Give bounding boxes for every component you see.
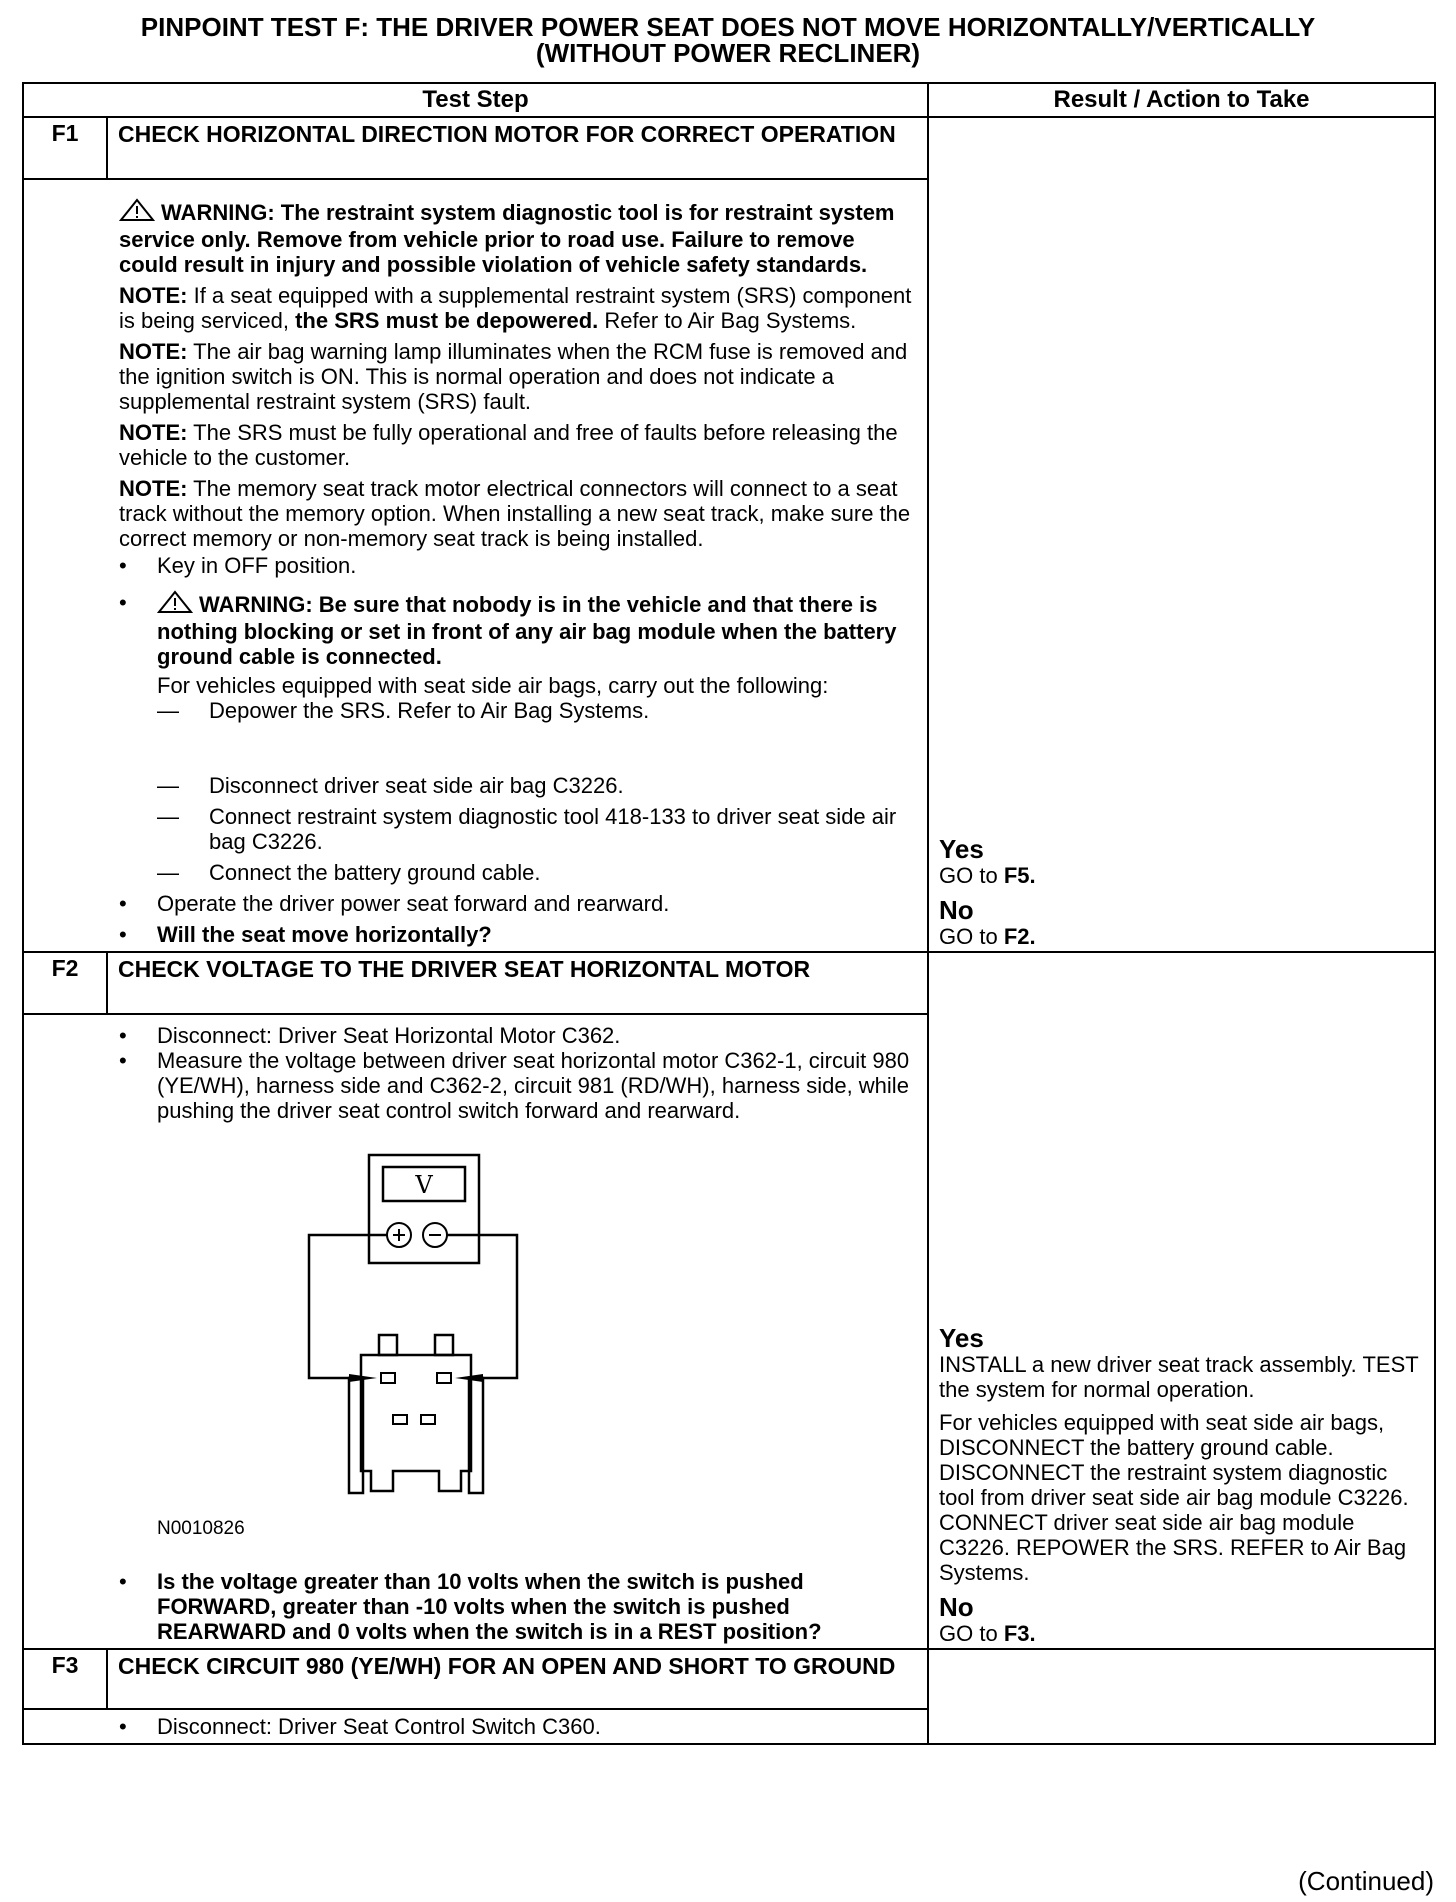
step-f3-header-row: [23, 1649, 1435, 1709]
page-title: [0, 14, 1456, 66]
step-f2-id: F2: [23, 952, 107, 1014]
step-f1-note-3: [119, 420, 917, 470]
step-f2-yes-text-1: INSTALL a new driver seat track assembly. TEST the system for normal operation.: [939, 1352, 1419, 1402]
pinpoint-test-table: [22, 82, 1436, 1745]
step-f3-id: F3: [23, 1649, 107, 1709]
step-f1-no-label: No: [939, 895, 974, 925]
step-f1-body: [23, 179, 928, 952]
step-f1-yes-action: [939, 863, 1424, 888]
note-label: NOTE:: [119, 476, 188, 501]
step-f2-bullet-2: • Measure the voltage between driver seat horizontal motor C362-1, circuit 980 (YE/WH), harness side and C362-2, circuit 981 (RD/WH), harness side, while pushing the driver seat control switch forward and rearward.: [119, 1048, 917, 1123]
test-step-header: Test Step: [23, 83, 928, 117]
step-f1-no-target: F2.: [1003, 924, 1036, 949]
figure-id: N0010826: [157, 1518, 245, 1539]
title-line-2: (WITHOUT POWER RECLINER): [535, 38, 921, 68]
header-row: [23, 83, 1435, 117]
note-label: NOTE:: [119, 339, 188, 364]
step-f1-yes-target: F5.: [1003, 863, 1036, 888]
step-f1-dash-3: — Connect restraint system diagnostic tool 418-133 to driver seat side air bag C3226.: [119, 804, 917, 854]
step-f1-seat-airbag-intro: For vehicles equipped with seat side air bags, carry out the following:: [157, 673, 829, 698]
note-label: NOTE:: [119, 283, 188, 308]
step-f1-note-2: [119, 339, 917, 414]
step-f1-dash-2: — Disconnect driver seat side air bag C3226.: [119, 773, 917, 798]
warning-triangle-icon: [119, 198, 155, 227]
voltmeter-connector-diagram: [289, 1153, 569, 1503]
step-f1-yes-label: Yes: [939, 834, 984, 864]
step-f2-yes-label: Yes: [939, 1323, 984, 1353]
step-f2-no-label: No: [939, 1592, 974, 1622]
step-f2-question: [119, 1569, 917, 1644]
step-f1-bullet-2: • Operate the driver power seat forward and rearward.: [119, 891, 917, 916]
step-f2-title: CHECK VOLTAGE TO THE DRIVER SEAT HORIZONTAL MOTOR: [107, 952, 928, 1014]
step-f1-warning-2-text: WARNING: Be sure that nobody is in the vehicle and that there is nothing blocking or set in front of any air bag module when the battery ground cable is connected.: [157, 592, 897, 669]
question-text: Is the voltage greater than 10 volts when the switch is pushed FORWARD, greater than -10 volts when the switch is pushed REARWARD and 0 volts when the switch is in a REST position?: [157, 1569, 822, 1644]
meter-label: V: [415, 1171, 433, 1199]
note-text: The SRS must be fully operational and free of faults before releasing the vehicle to the customer.: [119, 420, 898, 470]
note-text: The memory seat track motor electrical connectors will connect to a seat track without the memory option. When installing a new seat track, make sure the correct memory or non-memory seat track is being installed.: [119, 476, 911, 551]
step-f1-warning-2: [157, 590, 917, 669]
step-f1-id: F1: [23, 117, 107, 179]
step-f1-dash-4: — Connect the battery ground cable.: [119, 860, 917, 885]
step-f2-no-action: [939, 1621, 1424, 1646]
step-f2-result: [928, 952, 1435, 1649]
step-f1-bullet-warning: [119, 590, 917, 698]
step-f2-body: [23, 1014, 928, 1649]
note-text: Refer to Air Bag Systems.: [604, 308, 857, 333]
warning-triangle-icon: [157, 590, 193, 619]
note-emphasis: the SRS must be depowered.: [295, 308, 599, 333]
step-f1-title: CHECK HORIZONTAL DIRECTION MOTOR FOR CORRECT OPERATION: [107, 117, 928, 179]
note-text: The air bag warning lamp illuminates when the RCM fuse is removed and the ignition switch is ON. This is normal operation and does not indicate a supplemental restraint system (SRS) fault.: [119, 339, 908, 414]
step-f2-no-text: GO to: [939, 1621, 998, 1646]
step-f3-result: [928, 1649, 1435, 1744]
step-f1-note-4: [119, 476, 917, 551]
step-f2-bullet-1: • Disconnect: Driver Seat Horizontal Motor C362.: [119, 1023, 917, 1048]
step-f1-warning-text: WARNING: The restraint system diagnostic tool is for restraint system service only. Remove from vehicle prior to road use. Failure to remove could result in injury and possible violation of vehicle safety standards.: [119, 200, 895, 277]
step-f1-note-1: [119, 283, 917, 333]
step-f2-header-row: [23, 952, 1435, 1014]
continued-label: (Continued): [1298, 1866, 1434, 1896]
voltmeter-diagram: [289, 1153, 917, 1508]
step-f1-no-action: [939, 924, 1424, 949]
step-f1-warning: [119, 198, 917, 277]
note-label: NOTE:: [119, 420, 188, 445]
step-f2-yes-text-2: For vehicles equipped with seat side air bags, DISCONNECT the battery ground cable. DISCONNECT the restraint system diagnostic tool from driver seat side air bag module C3226. CONNECT driver seat side air bag module C3226. REPOWER the SRS. REFER to Air Bag Systems.: [939, 1410, 1409, 1585]
step-f1-yes-text: GO to: [939, 863, 998, 888]
step-f3-body: [23, 1709, 928, 1744]
step-f2-no-target: F3.: [1003, 1621, 1036, 1646]
note-text: If a seat equipped with a supplemental restraint system (SRS) component is being serviced,: [119, 283, 912, 333]
step-f1-no-text: GO to: [939, 924, 998, 949]
step-f1-question: [119, 922, 917, 947]
step-f1-bullet-1: • Key in OFF position.: [119, 553, 917, 578]
step-f3-bullet-1: • Disconnect: Driver Seat Control Switch C360.: [119, 1714, 917, 1739]
step-f1-dash-1: — Depower the SRS. Refer to Air Bag Systems.: [119, 698, 917, 723]
step-f1-header-row: [23, 117, 1435, 179]
result-header: Result / Action to Take: [928, 83, 1435, 117]
step-f3-title: CHECK CIRCUIT 980 (YE/WH) FOR AN OPEN AND SHORT TO GROUND: [107, 1649, 928, 1709]
question-text: Will the seat move horizontally?: [157, 922, 492, 947]
title-line-1: PINPOINT TEST F: THE DRIVER POWER SEAT DOES NOT MOVE HORIZONTALLY/VERTICALLY: [140, 12, 1316, 42]
step-f1-result: [928, 117, 1435, 952]
